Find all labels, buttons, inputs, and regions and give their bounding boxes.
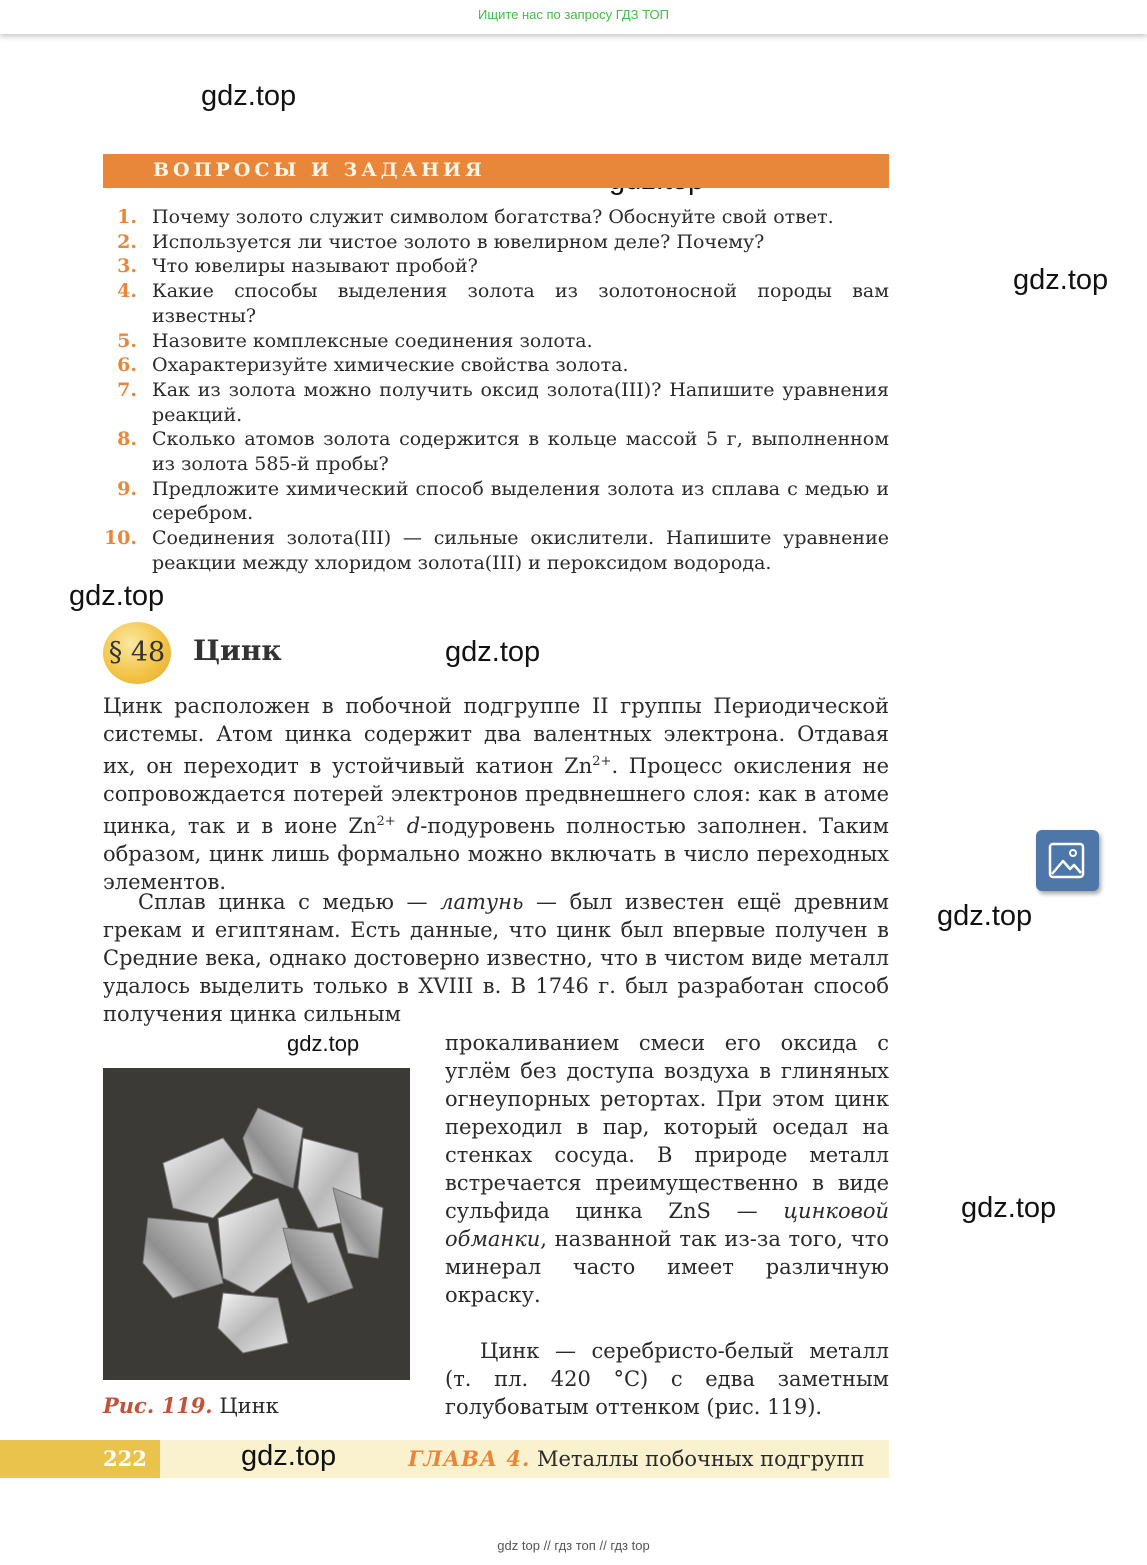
paragraph-text: Сплав цинка с медью — — [138, 890, 441, 914]
question-number: 7. — [117, 378, 137, 401]
figure-caption — [103, 1393, 279, 1418]
chapter-title: Металлы побочных подгрупп — [536, 1447, 865, 1471]
watermark: gdz.top — [1013, 264, 1109, 296]
term-italic: цинковой обманки — [445, 1199, 889, 1251]
chapter-title-footer — [408, 1446, 865, 1471]
superscript-charge: 2+ — [592, 754, 612, 769]
paragraph-text: Цинк расположен в побочной подгруппе II группы Периодической системы. Атом цинка содержит два валентных электрона. Отдавая их, он переходит в устойчивый катион Zn — [103, 694, 889, 778]
question-number: 10. — [103, 527, 137, 550]
figure-caption-text: Цинк — [219, 1394, 279, 1418]
question-text: Предложите химический способ выделения золота из сплава с медью и серебром. — [152, 477, 889, 525]
paragraph-production — [445, 1029, 889, 1309]
zinc-photo — [103, 1068, 410, 1380]
top-banner — [0, 0, 1147, 34]
watermark: gdz.top — [201, 80, 297, 112]
question-number: 9. — [117, 477, 137, 500]
question-number: 1. — [117, 206, 137, 228]
question-number: 2. — [117, 230, 137, 253]
term-italic: латунь — [440, 890, 524, 914]
paragraph-properties: Цинк — серебристо-белый металл (т. пл. 420 °С) с едва заметным голубоватым оттенком (рис. 119). — [445, 1339, 889, 1419]
question-item — [103, 427, 889, 476]
paragraph-text: В 1746 г. был разработан способ получения цинка сильным — [103, 974, 889, 1026]
watermark: gdz.top — [69, 580, 165, 612]
bottom-links — [0, 1538, 1147, 1553]
questions-header-title: ВОПРОСЫ И ЗАДАНИЯ — [153, 159, 486, 181]
watermark: gdz.top — [961, 1192, 1057, 1224]
question-text: Используется ли чистое золото в ювелирном деле? Почему? — [152, 230, 765, 253]
watermark: gdz.top — [937, 900, 1033, 932]
paragraph-text: . Процесс окисления не сопровождается потерей электронов предвнешнего слоя: как в атоме цинка, так и в ионе Zn — [103, 754, 889, 838]
superscript-charge: 2+ — [376, 814, 396, 829]
top-banner-text: Ищите нас по запросу ГДЗ ТОП — [478, 7, 669, 22]
question-item — [103, 353, 889, 378]
bottom-link[interactable]: gdz top — [497, 1538, 540, 1553]
question-item — [103, 230, 889, 255]
chapter-label: ГЛАВА 4. — [408, 1446, 531, 1471]
question-number: 6. — [117, 354, 137, 377]
paragraph-text: , названной так из-за того, что минерал часто имеет различную окраску. — [445, 1227, 889, 1307]
question-item — [103, 205, 889, 230]
paragraph-intro — [103, 692, 889, 896]
image-view-button[interactable] — [1036, 830, 1099, 891]
paragraph-text: прокаливанием смеси его оксида с углём без доступа воздуха в глиняных огнеупорных ретортах. При этом цинк переходил в пар, который оседал на стенках сосуда. В природе металл встречается преимущественно в виде сульфида цинка ZnS — — [445, 1031, 889, 1223]
question-text: Сколько атомов золота содержится в кольце массой 5 г, выполненном из золота 585-й пробы? — [152, 428, 889, 476]
paragraph-history — [103, 888, 889, 1028]
page-number: 222 — [103, 1446, 147, 1471]
question-text: Что ювелиры называют пробой? — [152, 255, 478, 278]
question-text: Почему золото служит символом богатства? Обоснуйте свой ответ. — [152, 206, 834, 228]
question-item — [103, 477, 889, 526]
questions-list — [103, 205, 889, 576]
page-number-box — [0, 1440, 160, 1478]
question-number: 4. — [117, 280, 137, 303]
question-text: Какие способы выделения золота из золотоносной породы вам известны? — [152, 280, 889, 327]
section-number-badge: § 48 — [103, 622, 171, 684]
paragraph-text: — был известен ещё древним грекам и египтянам. Есть данные, что цинк был впервые получен в Средние века, однако достоверно известно, что в чистом виде металл удалось выделить только в XVIII в. — [103, 890, 889, 998]
zinc-pieces-illustration — [103, 1068, 410, 1380]
figure-label: Рис. 119. — [103, 1393, 213, 1418]
separator: // — [599, 1538, 607, 1553]
question-item — [103, 254, 889, 279]
question-item — [103, 329, 889, 354]
separator: // — [543, 1538, 551, 1553]
bottom-link[interactable]: гдз топ — [554, 1538, 596, 1553]
question-text: Соединения золота(III) — сильные окислители. Напишите уравнение реакции между хлоридом золота(III) и пероксидом водорода. — [152, 527, 889, 574]
question-item — [103, 378, 889, 427]
question-number: 5. — [117, 329, 137, 352]
orbital-symbol: d — [406, 814, 421, 838]
questions-header — [103, 154, 889, 188]
watermark: gdz.top — [445, 636, 541, 668]
question-text: Назовите комплексные соединения золота. — [152, 329, 593, 352]
question-number: 3. — [117, 255, 137, 278]
question-text: Охарактеризуйте химические свойства золота. — [152, 354, 629, 377]
section-title: Цинк — [193, 634, 282, 667]
watermark: gdz.top — [241, 1440, 337, 1472]
paragraph-text: -подуровень полностью заполнен. Таким образом, цинк лишь формально можно включать в число переходных элементов. — [103, 814, 889, 894]
bottom-link[interactable]: гдз top — [610, 1538, 650, 1553]
question-item — [103, 279, 889, 328]
question-number: 8. — [117, 428, 137, 451]
question-text: Как из золота можно получить оксид золота(III)? Напишите уравнения реакций. — [152, 378, 889, 426]
question-item — [103, 526, 889, 575]
image-icon — [1036, 830, 1099, 891]
watermark: gdz.top — [287, 1031, 360, 1056]
